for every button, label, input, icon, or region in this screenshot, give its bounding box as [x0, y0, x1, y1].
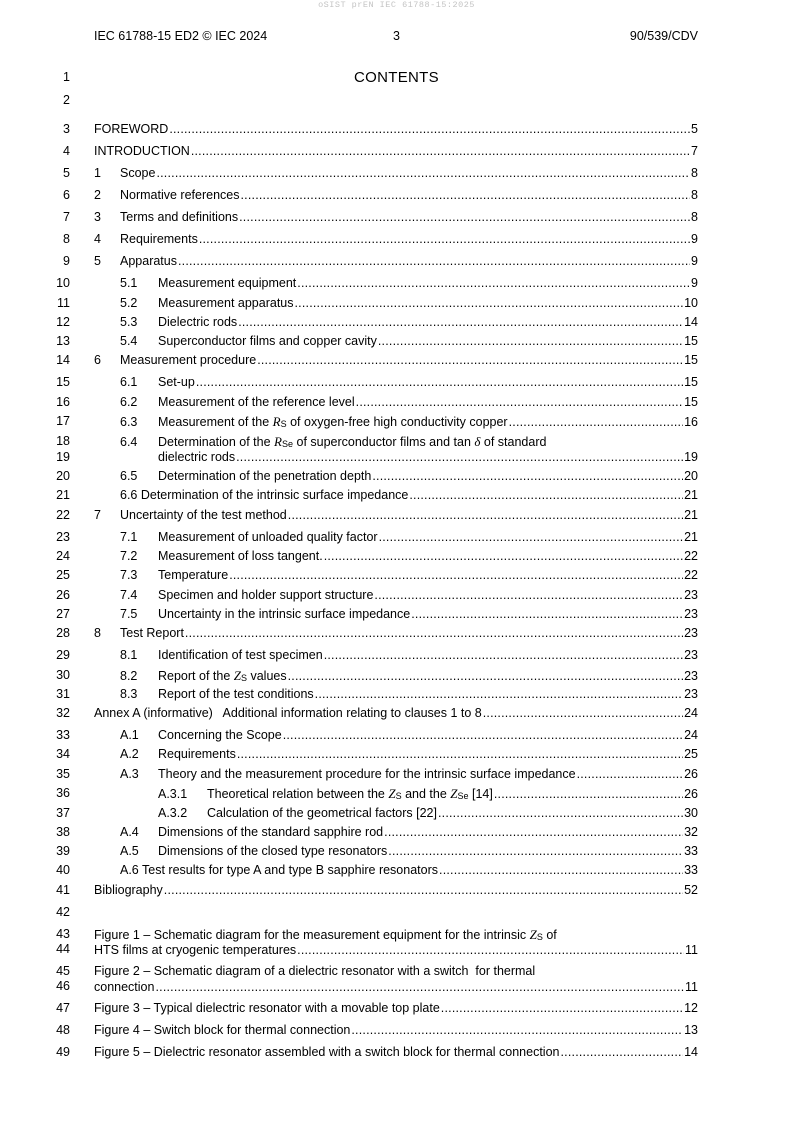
toc-entry-6-3[interactable]	[120, 414, 698, 430]
line-number: 22	[56, 508, 70, 522]
toc-entry-normative-references[interactable]	[94, 188, 698, 204]
toc-entry-page: 23	[684, 607, 698, 621]
toc-entry-scope[interactable]	[94, 166, 698, 182]
toc-entry-page: 24	[684, 706, 698, 720]
line-number: 49	[56, 1045, 70, 1059]
line-number: 13	[56, 334, 70, 348]
header-document-id: IEC 61788-15 ED2 © IEC 2024	[94, 29, 268, 43]
line-number: 28	[56, 626, 70, 640]
toc-entry-a-3-1[interactable]	[158, 786, 698, 802]
toc-entry-a-3[interactable]	[120, 767, 698, 783]
toc-entry-number: 6	[94, 353, 101, 367]
toc-entry-a-3-2[interactable]	[158, 806, 698, 822]
line-number: 38	[56, 825, 70, 839]
line-number: 34	[56, 747, 70, 761]
toc-entry-number: 7.4	[120, 588, 138, 602]
toc-entry-7-1[interactable]	[120, 530, 698, 546]
toc-entry-page: 13	[684, 1023, 698, 1037]
toc-entry-page: 33	[684, 863, 698, 877]
toc-entry-title: HTS films at cryogenic temperatures	[94, 943, 297, 957]
toc-entry-title: Bibliography	[94, 883, 163, 897]
toc-entry-5-3[interactable]	[120, 315, 698, 331]
toc-entry-page: 23	[684, 588, 698, 602]
toc-entry-number: 7	[94, 508, 101, 522]
toc-entry-page: 22	[684, 568, 698, 582]
toc-entry-title: Annex A (informative) Additional information relating to clauses 1 to 8	[94, 706, 482, 720]
line-number: 41	[56, 883, 70, 897]
toc-entry-title: Measurement of unloaded quality factor	[158, 530, 378, 544]
toc-entry-page: 15	[684, 395, 698, 409]
line-number: 30	[56, 668, 70, 682]
line-number: 24	[56, 549, 70, 563]
toc-entry-title: Terms and definitions	[120, 210, 239, 224]
toc-entry-title: Figure 3 – Typical dielectric resonator with a movable top plate	[94, 1001, 440, 1015]
toc-entry-number: A.3	[120, 767, 139, 781]
toc-entry-number: 6.2	[120, 395, 138, 409]
toc-entry-page: 5	[691, 122, 698, 136]
toc-entry-title: Report of the ZS values	[158, 668, 287, 683]
toc-entry-number: 5.2	[120, 296, 138, 310]
toc-entry-figure-5[interactable]	[94, 1045, 698, 1061]
line-number: 18	[56, 434, 70, 448]
toc-entry-title: dielectric rods	[158, 450, 236, 464]
toc-entry-5-4[interactable]	[120, 334, 698, 350]
toc-entry-measurement-procedure[interactable]	[94, 353, 698, 369]
toc-entry-page: 15	[684, 334, 698, 348]
line-number: 40	[56, 863, 70, 877]
toc-entry-6-4[interactable]	[120, 434, 698, 466]
line-number: 43	[56, 927, 70, 941]
toc-entry-title: Set-up	[158, 375, 195, 389]
toc-entry-line	[158, 450, 698, 466]
toc-entry-title: Theoretical relation between the ZS and the ZSe [14]	[207, 786, 493, 801]
line-number: 31	[56, 687, 70, 701]
toc-entry-number: A.3.2	[158, 806, 188, 820]
toc-entry-title: Measurement of the RS of oxygen-free high conductivity copper	[158, 414, 508, 429]
toc-entry-page: 23	[684, 626, 698, 640]
toc-entry-title: Specimen and holder support structure	[158, 588, 374, 602]
line-number: 23	[56, 530, 70, 544]
toc-entry-page: 8	[691, 210, 698, 224]
toc-entry-title: Calculation of the geometrical factors [22]	[207, 806, 437, 820]
toc-entry-number: A.1	[120, 728, 139, 742]
line-number: 21	[56, 488, 70, 502]
toc-entry-page: 32	[684, 825, 698, 839]
line-number: 3	[63, 122, 70, 136]
line-number: 48	[56, 1023, 70, 1037]
toc-entry-introduction[interactable]	[94, 144, 698, 160]
toc-entry-line	[94, 964, 698, 980]
toc-entry-title: Theory and the measurement procedure for the intrinsic surface impedance	[158, 767, 576, 781]
toc-entry-page: 9	[691, 276, 698, 290]
line-number: 32	[56, 706, 70, 720]
toc-entry-title: Scope	[120, 166, 156, 180]
toc-entry-figure-2[interactable]	[94, 964, 698, 996]
toc-entry-title: Identification of test specimen	[158, 648, 323, 662]
toc-entry-title: Normative references	[120, 188, 240, 202]
toc-entry-number: 8.1	[120, 648, 138, 662]
toc-entry-number: 6.1	[120, 375, 138, 389]
toc-entry-test-report[interactable]	[94, 626, 698, 642]
toc-entry-a-6[interactable]	[120, 863, 698, 879]
line-number: 2	[63, 93, 70, 107]
toc-entry-page: 21	[684, 508, 698, 522]
toc-entry-page: 8	[691, 166, 698, 180]
toc-entry-page: 52	[684, 883, 698, 897]
toc-entry-a-1[interactable]	[120, 728, 698, 744]
toc-entry-page: 14	[684, 1045, 698, 1059]
line-number: 44	[56, 942, 70, 956]
toc-entry-title: Requirements	[120, 232, 198, 246]
toc-entry-number: 1	[94, 166, 101, 180]
toc-entry-title: Apparatus	[120, 254, 177, 268]
line-number: 10	[56, 276, 70, 290]
toc-entry-page: 7	[691, 144, 698, 158]
toc-entry-7-4[interactable]	[120, 588, 698, 604]
toc-entry-line	[94, 927, 698, 943]
toc-entry-6-5[interactable]	[120, 469, 698, 485]
toc-entry-number: 4	[94, 232, 101, 246]
toc-entry-title: Dielectric rods	[158, 315, 238, 329]
line-number: 42	[56, 905, 70, 919]
toc-entry-number: 5.3	[120, 315, 138, 329]
line-number: 8	[63, 232, 70, 246]
toc-entry-title: Determination of the penetration depth	[158, 469, 372, 483]
page-title: CONTENTS	[354, 69, 439, 86]
toc-entry-number: 7.2	[120, 549, 138, 563]
toc-entry-bibliography[interactable]	[94, 883, 698, 899]
toc-entry-page: 19	[684, 450, 698, 464]
toc-entry-figure-3[interactable]	[94, 1001, 698, 1017]
line-number: 5	[63, 166, 70, 180]
toc-entry-7-5[interactable]	[120, 607, 698, 623]
toc-entry-5-2[interactable]	[120, 296, 698, 312]
toc-entry-title: A.6 Test results for type A and type B sapphire resonators	[120, 863, 439, 877]
toc-entry-page: 21	[684, 530, 698, 544]
toc-entry-apparatus[interactable]	[94, 254, 698, 270]
toc-entry-title: Measurement procedure	[120, 353, 257, 367]
toc-entry-line	[94, 980, 698, 996]
toc-entry-title: Uncertainty of the test method	[120, 508, 287, 522]
toc-entry-figure-4[interactable]	[94, 1023, 698, 1039]
toc-entry-number: 6.4	[120, 435, 138, 449]
toc-entry-number: 7.5	[120, 607, 138, 621]
line-number: 11	[57, 296, 70, 310]
toc-entry-foreword[interactable]	[94, 122, 698, 138]
toc-entry-title: FOREWORD	[94, 122, 169, 136]
toc-entry-uncertainty[interactable]	[94, 508, 698, 524]
toc-entry-title: Dimensions of the standard sapphire rod	[158, 825, 384, 839]
toc-entry-title: Figure 5 – Dielectric resonator assembled with a switch block for thermal connection	[94, 1045, 560, 1059]
line-number: 35	[56, 767, 70, 781]
toc-entry-line	[120, 434, 698, 450]
toc-entry-annex-a[interactable]	[94, 706, 698, 722]
line-number: 17	[56, 414, 70, 428]
toc-entry-number: 8.3	[120, 687, 138, 701]
line-number: 29	[56, 648, 70, 662]
toc-entry-page: 23	[684, 669, 698, 683]
toc-entry-number: 5.4	[120, 334, 138, 348]
toc-entry-7-2[interactable]	[120, 549, 698, 565]
toc-entry-title: Report of the test conditions	[158, 687, 314, 701]
toc-entry-6-1[interactable]	[120, 375, 698, 391]
toc-entry-number: 7.3	[120, 568, 138, 582]
line-number: 33	[56, 728, 70, 742]
line-number: 1	[63, 70, 70, 84]
toc-entry-title: INTRODUCTION	[94, 144, 190, 158]
toc-entry-number: 2	[94, 188, 101, 202]
toc-entry-8-2[interactable]	[120, 668, 698, 684]
toc-entry-7-3[interactable]	[120, 568, 698, 584]
toc-entry-5-1[interactable]	[120, 276, 698, 292]
toc-entry-number: 8	[94, 626, 101, 640]
toc-entry-number: 6.5	[120, 469, 138, 483]
toc-entry-number: A.5	[120, 844, 139, 858]
toc-entry-page: 12	[684, 1001, 698, 1015]
toc-entry-page: 25	[684, 747, 698, 761]
toc-entry-page: 33	[684, 844, 698, 858]
toc-entry-number: 6.3	[120, 415, 138, 429]
toc-entry-page: 21	[684, 488, 698, 502]
line-number: 27	[56, 607, 70, 621]
toc-entry-page: 26	[684, 767, 698, 781]
toc-entry-number: 3	[94, 210, 101, 224]
toc-entry-number: A.3.1	[158, 787, 188, 801]
toc-entry-page: 15	[684, 375, 698, 389]
toc-entry-number: A.2	[120, 747, 139, 761]
line-number: 16	[56, 395, 70, 409]
toc-entry-title: connection	[94, 980, 155, 994]
toc-entry-page: 9	[691, 254, 698, 268]
toc-entry-page: 22	[684, 549, 698, 563]
toc-entry-title: Temperature	[158, 568, 229, 582]
toc-entry-page: 30	[684, 806, 698, 820]
toc-entry-title: Superconductor films and copper cavity	[158, 334, 377, 348]
line-number: 47	[56, 1001, 70, 1015]
toc-entry-terms-definitions[interactable]	[94, 210, 698, 226]
toc-entry-title: Measurement of the reference level	[158, 395, 355, 409]
line-number: 15	[56, 375, 70, 389]
toc-entry-title: Measurement apparatus	[158, 296, 294, 310]
toc-entry-number: 8.2	[120, 669, 138, 683]
line-number: 25	[56, 568, 70, 582]
toc-entry-page: 23	[684, 648, 698, 662]
toc-entry-a-5[interactable]	[120, 844, 698, 860]
toc-entry-8-1[interactable]	[120, 648, 698, 664]
line-number: 12	[56, 315, 70, 329]
toc-entry-page: 8	[691, 188, 698, 202]
toc-entry-title: Figure 2 – Schematic diagram of a dielectric resonator with a switch for thermal	[94, 964, 536, 978]
toc-entry-title: Dimensions of the closed type resonators	[158, 844, 388, 858]
toc-entry-title: Test Report	[120, 626, 184, 640]
toc-entry-number: A.4	[120, 825, 139, 839]
header-document-ref: 90/539/CDV	[629, 29, 698, 43]
toc-entry-title: Figure 4 – Switch block for thermal connection	[94, 1023, 351, 1037]
toc-entry-6-2[interactable]	[120, 395, 698, 411]
toc-entry-title: Figure 1 – Schematic diagram for the measurement equipment for the intrinsic ZS of	[94, 927, 557, 942]
toc-entry-title: Measurement equipment	[158, 276, 297, 290]
watermark: oSIST prEN IEC 61788-15:2025	[318, 0, 475, 10]
line-number: 14	[56, 353, 70, 367]
toc-entry-page: 16	[684, 415, 698, 429]
toc-entry-page: 11	[685, 943, 698, 957]
toc-entry-title: Concerning the Scope	[158, 728, 282, 742]
toc-entry-6-6[interactable]	[120, 488, 698, 504]
toc-entry-figure-1[interactable]	[94, 927, 698, 959]
line-number: 26	[56, 588, 70, 602]
toc-entry-title: 6.6 Determination of the intrinsic surface impedance	[120, 488, 409, 502]
toc-entry-a-4[interactable]	[120, 825, 698, 841]
line-number: 37	[56, 806, 70, 820]
toc-entry-title: Uncertainty in the intrinsic surface impedance	[158, 607, 411, 621]
line-number: 7	[63, 210, 70, 224]
toc-entry-page: 11	[685, 980, 698, 994]
toc-entry-number: 5.1	[120, 276, 138, 290]
toc-entry-a-2[interactable]	[120, 747, 698, 763]
toc-entry-page: 23	[684, 687, 698, 701]
toc-entry-number: 7.1	[120, 530, 138, 544]
line-number: 6	[63, 188, 70, 202]
line-number: 9	[63, 254, 70, 268]
toc-entry-line	[94, 943, 698, 959]
line-number: 4	[63, 144, 70, 158]
toc-entry-page: 14	[684, 315, 698, 329]
toc-entry-page: 10	[684, 296, 698, 310]
line-number: 36	[56, 786, 70, 800]
toc-entry-page: 26	[684, 787, 698, 801]
toc-entry-8-3[interactable]	[120, 687, 698, 703]
toc-entry-page: 24	[684, 728, 698, 742]
line-number: 19	[56, 450, 70, 464]
header-page-number: 3	[393, 29, 400, 43]
toc-entry-title: Determination of the RSe of superconductor films and tan δ of standard	[158, 434, 547, 449]
toc-entry-page: 20	[684, 469, 698, 483]
toc-entry-title: Requirements	[158, 747, 236, 761]
line-number: 45	[56, 964, 70, 978]
toc-entry-title: Measurement of loss tangent.	[158, 549, 323, 563]
toc-entry-page: 9	[691, 232, 698, 246]
toc-entry-number: 5	[94, 254, 101, 268]
line-number: 39	[56, 844, 70, 858]
toc-entry-page: 15	[684, 353, 698, 367]
line-number: 20	[56, 469, 70, 483]
line-number: 46	[56, 979, 70, 993]
toc-entry-requirements[interactable]	[94, 232, 698, 248]
